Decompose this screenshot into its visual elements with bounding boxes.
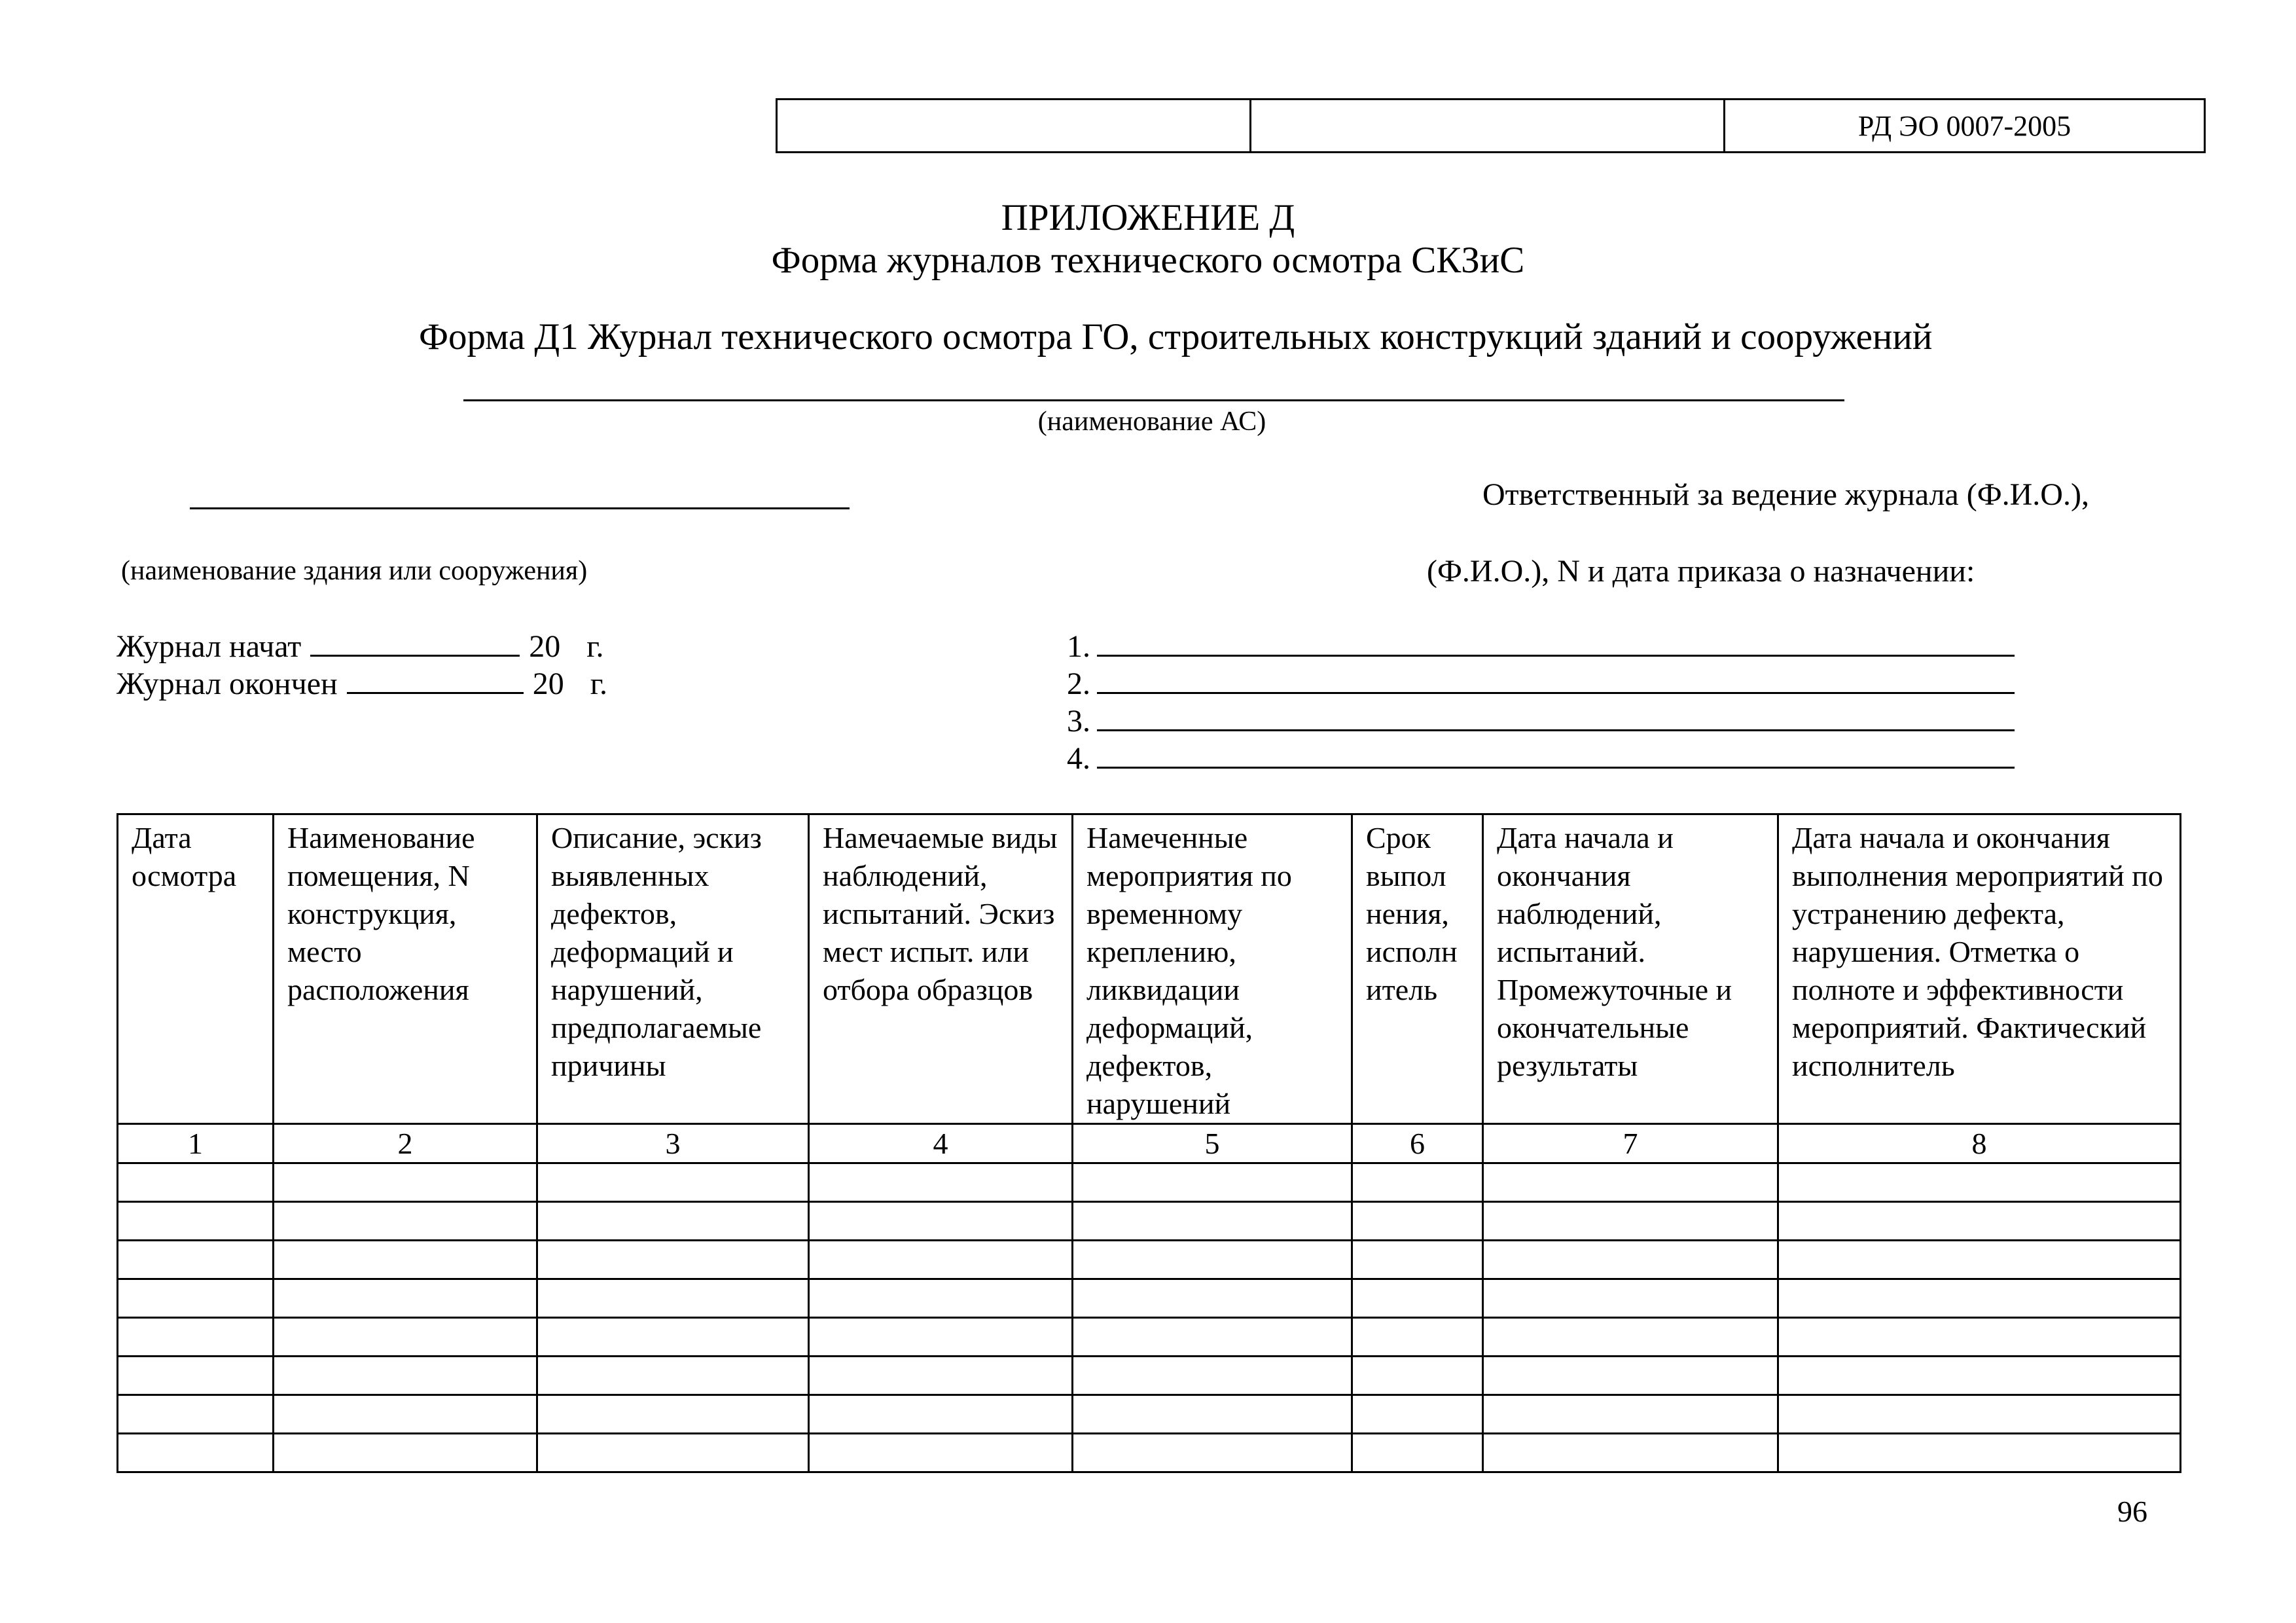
table-cell — [1073, 1202, 1352, 1241]
table-cell — [1778, 1434, 2181, 1472]
journal-end-label: Журнал окончен — [117, 666, 338, 701]
table-cell — [118, 1357, 274, 1395]
responsible-item — [1067, 740, 2015, 776]
table-cell — [1352, 1241, 1483, 1279]
table-cell — [1778, 1241, 2181, 1279]
table-row — [118, 1357, 2181, 1395]
table-cell — [274, 1395, 537, 1434]
journal-start-year-suffix: г. — [586, 629, 604, 664]
table-cell — [274, 1434, 537, 1472]
table-row — [118, 1318, 2181, 1357]
table-cell — [537, 1434, 809, 1472]
table-cell — [537, 1357, 809, 1395]
table-cell — [1352, 1318, 1483, 1357]
as-name-line — [463, 399, 1844, 401]
header-cell-empty-1 — [778, 100, 1251, 151]
responsible-subtitle: (Ф.И.О.), N и дата приказа о назначении: — [1427, 554, 1975, 589]
appendix-title: ПРИЛОЖЕНИЕ Д — [1001, 197, 1295, 238]
header-cell-empty-2 — [1251, 100, 1725, 151]
inspection-journal-table — [117, 813, 2181, 1473]
table-cell — [1778, 1279, 2181, 1318]
table-cell — [1483, 1241, 1778, 1279]
column-number: 2 — [274, 1124, 537, 1163]
responsible-item — [1067, 666, 2015, 702]
table-row — [118, 1241, 2181, 1279]
table-cell — [1352, 1202, 1483, 1241]
table-cell — [809, 1395, 1073, 1434]
table-row — [118, 1434, 2181, 1472]
table-cell — [118, 1395, 274, 1434]
table-cell — [1073, 1395, 1352, 1434]
column-header: Намечаемые виды наблюдений, испытаний. Эскиз мест испыт. или отбора образцов — [809, 814, 1073, 1124]
doc-code: РД ЭО 0007-2005 — [1857, 109, 2072, 142]
journal-start-label: Журнал начат — [117, 629, 302, 664]
table-cell — [1352, 1395, 1483, 1434]
column-header: Срок выпол нения, исполн итель — [1352, 814, 1483, 1124]
table-cell — [1352, 1279, 1483, 1318]
table-cell — [809, 1163, 1073, 1202]
table-row — [118, 1163, 2181, 1202]
table-cell — [809, 1357, 1073, 1395]
form-title: Форма Д1 Журнал технического осмотра ГО, строительных конструкций зданий и сооружений — [419, 316, 1933, 357]
table-cell — [1483, 1163, 1778, 1202]
journal-start-year: 20 — [529, 629, 561, 664]
journal-end-date-line — [347, 666, 524, 694]
responsible-item-line — [1097, 740, 2015, 769]
table-cell — [118, 1163, 274, 1202]
table-cell — [1778, 1318, 2181, 1357]
table-cell — [1352, 1434, 1483, 1472]
column-header: Наименование помещения, N конструкция, место расположения — [274, 814, 537, 1124]
journal-start-date-line — [310, 629, 520, 657]
responsible-item-number: 2. — [1067, 666, 1090, 701]
responsible-item — [1067, 703, 2015, 739]
responsible-item-line — [1097, 629, 2015, 657]
table-cell — [274, 1357, 537, 1395]
table-cell — [1483, 1202, 1778, 1241]
column-header: Дата осмотра — [118, 814, 274, 1124]
table-cell — [1073, 1434, 1352, 1472]
column-number: 4 — [809, 1124, 1073, 1163]
table-cell — [118, 1318, 274, 1357]
table-cell — [1073, 1241, 1352, 1279]
column-number: 8 — [1778, 1124, 2181, 1163]
table-cell — [1483, 1357, 1778, 1395]
responsible-item-line — [1097, 666, 2015, 694]
table-cell — [1073, 1279, 1352, 1318]
table-cell — [1073, 1163, 1352, 1202]
journal-end-row — [117, 666, 607, 702]
table-row — [118, 1202, 2181, 1241]
table-cell — [1483, 1279, 1778, 1318]
table-cell — [809, 1318, 1073, 1357]
column-header: Дата начала и окончания наблюдений, испытаний. Промежуточные и окончательные результаты — [1483, 814, 1778, 1124]
table-cell — [1778, 1357, 2181, 1395]
appendix-subtitle: Форма журналов технического осмотра СКЗиС — [771, 240, 1525, 281]
column-header: Описание, эскиз выявленных дефектов, деформаций и нарушений, предполагаемые причины — [537, 814, 809, 1124]
column-number: 6 — [1352, 1124, 1483, 1163]
table-cell — [809, 1202, 1073, 1241]
table-cell — [537, 1395, 809, 1434]
column-header: Дата начала и окончания выполнения мероприятий по устранению дефекта, нарушения. Отметка о полноте и эффективности мероприятий. Фактический исполнитель — [1778, 814, 2181, 1124]
table-cell — [537, 1318, 809, 1357]
column-number: 3 — [537, 1124, 809, 1163]
table-cell — [118, 1434, 274, 1472]
page-number: 96 — [2117, 1495, 2147, 1528]
responsible-item-number: 1. — [1067, 629, 1090, 664]
table-cell — [118, 1202, 274, 1241]
table-cell — [274, 1241, 537, 1279]
table-cell — [809, 1241, 1073, 1279]
table-cell — [1483, 1318, 1778, 1357]
column-number-row — [118, 1124, 2181, 1163]
building-name-caption: (наименование здания или сооружения) — [121, 556, 588, 586]
table-cell — [1778, 1163, 2181, 1202]
table-cell — [274, 1163, 537, 1202]
column-number: 5 — [1073, 1124, 1352, 1163]
column-number: 1 — [118, 1124, 274, 1163]
table-cell — [537, 1241, 809, 1279]
table-row — [118, 1279, 2181, 1318]
table-cell — [1352, 1357, 1483, 1395]
table-cell — [1483, 1434, 1778, 1472]
column-number: 7 — [1483, 1124, 1778, 1163]
responsible-item-number: 4. — [1067, 741, 1090, 776]
column-header: Намеченные мероприятия по временному креплению, ликвидации деформаций, дефектов, нарушений — [1073, 814, 1352, 1124]
table-cell — [537, 1163, 809, 1202]
table-cell — [1073, 1318, 1352, 1357]
as-name-caption: (наименование АС) — [1037, 407, 1266, 437]
table-cell — [1073, 1357, 1352, 1395]
table-header-row — [118, 814, 2181, 1124]
table-cell — [537, 1202, 809, 1241]
responsible-item-line — [1097, 703, 2015, 731]
responsible-item — [1067, 629, 2015, 665]
journal-end-year: 20 — [532, 666, 564, 701]
responsible-title: Ответственный за ведение журнала (Ф.И.О.), — [1482, 477, 2089, 512]
table-cell — [809, 1434, 1073, 1472]
table-cell — [274, 1202, 537, 1241]
table-cell — [118, 1241, 274, 1279]
table-cell — [274, 1318, 537, 1357]
table-cell — [1352, 1163, 1483, 1202]
table-cell — [1483, 1395, 1778, 1434]
journal-end-year-suffix: г. — [590, 666, 608, 701]
building-name-line — [190, 507, 850, 509]
document-header-box — [776, 98, 2206, 153]
responsible-item-number: 3. — [1067, 704, 1090, 739]
table-row — [118, 1395, 2181, 1434]
table-cell — [274, 1279, 537, 1318]
table-cell — [809, 1279, 1073, 1318]
table-cell — [1778, 1395, 2181, 1434]
journal-start-row — [117, 629, 604, 665]
table-cell — [118, 1279, 274, 1318]
table-cell — [537, 1279, 809, 1318]
table-cell — [1778, 1202, 2181, 1241]
